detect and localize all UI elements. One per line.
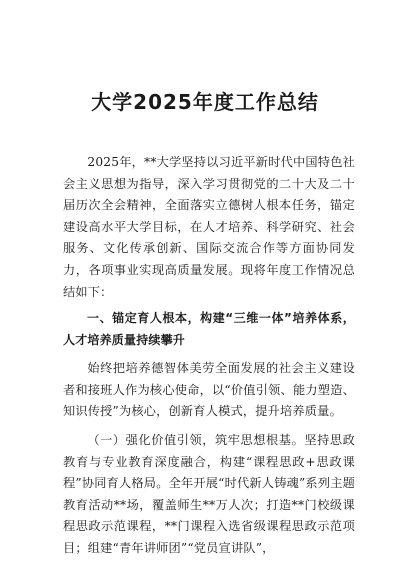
- section-1-paragraph: 始终把培养德智体美劳全面发展的社会主义建设者和接班人作为核心使命，以“价值引领、能力塑造、知识传授”为核心，创新育人模式，提升培养质量。: [63, 361, 355, 419]
- section-heading-1: 一、锚定育人根本，构建“三维一体”培养体系，人才培养质量持续攀升: [63, 311, 355, 348]
- subsection-1-paragraph: （一）强化价值引领，筑牢思想根基。坚持思政教育与专业教育深度融合，构建“课程思政+思政课程”协同育人格局。全年开展“时代新人铸魂”系列主题教育活动**场，覆盖师生**万人次；打造**门校级课程思政示范课程，**门课程入选省级课程思政示范项目；组建“青年讲师团”“党员宣讲队”，: [63, 432, 355, 555]
- intro-paragraph: 2025年，**大学坚持以习近平新时代中国特色社会主义思想为指导，深入学习贯彻党的二十大及二十届历次全会精神，全面落实立德树人根本任务，锚定建设高水平大学目标，在人才培养、科学研究、社会服务、文化传承创新、国际交流合作等方面协同发力，各项事业实现高质量发展。现将年度工作情况总结如下：: [63, 155, 355, 299]
- document-body: [63, 152, 355, 560]
- document-title: 大学2025年度工作总结: [91, 90, 319, 114]
